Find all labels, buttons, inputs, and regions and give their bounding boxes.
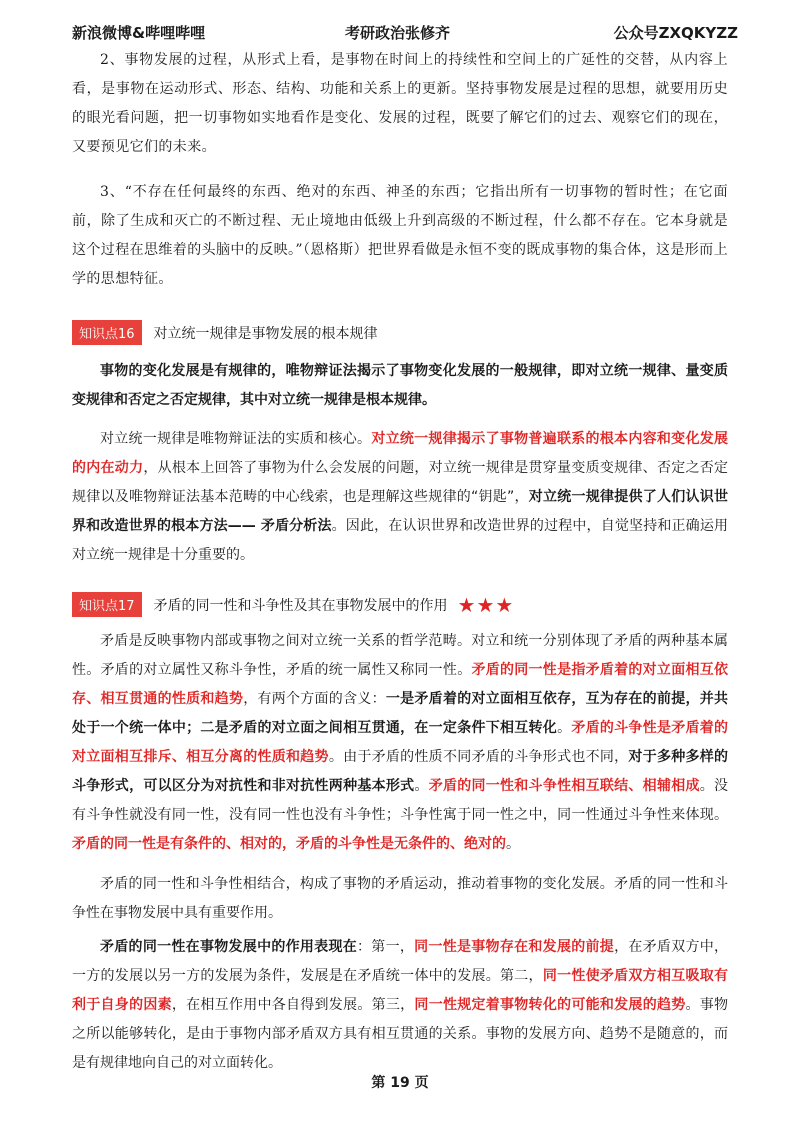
kp16-p2-text-a: 对立统一规律是唯物辩证法的实质和核心。 — [100, 431, 372, 447]
kp17-p1-text-d: 。由于矛盾的性质不同矛盾的斗争形式也不同， — [328, 749, 629, 765]
kp17-p1-text-e: 。 — [414, 778, 429, 794]
page-number: 第 19 页 — [371, 1075, 429, 1091]
header-left: 新浪微博&哔哩哔哩 — [72, 24, 206, 42]
kp17-p1-highlight-4: 矛盾的同一性是有条件的、相对的，矛盾的斗争性是无条件的、绝对的 — [72, 836, 506, 852]
kp16-paragraph-2 — [72, 425, 728, 570]
kp17-p1-highlight-2: 矛盾的斗争性是矛盾着的对立面相互排斥、相互分离的性质和趋势 — [72, 720, 729, 765]
kp17-tag: 知识点17 — [72, 592, 142, 617]
knowledge-point-17-heading — [72, 592, 514, 617]
kp17-paragraph-2: 矛盾的同一性和斗争性相结合，构成了事物的矛盾运动，推动着事物的变化发展。矛盾的同一性和斗争性在事物发展中具有重要作用。 — [72, 876, 728, 921]
header-center: 考研政治张修齐 — [345, 24, 451, 42]
kp16-p2-text-c: 。因此，在认识世界和改造世界的过程中，自觉坚持和正确运用对立统一规律是十分重要的。 — [72, 518, 729, 563]
kp17-p3-text-c: ，在相互作用中各自得到发展。第三， — [171, 997, 415, 1013]
intro-paragraph-2: 2、事物发展的过程，从形式上看，是事物在时间上的持续性和空间上的广延性的交替，从内容上看，是事物在运动形式、形态、结构、功能和关系上的更新。坚持事物发展是过程的思想，就要用历史的眼光看问题，把一切事物如实地看作是变化、发展的过程，既要了解它们的过去、观察它们的现在，又要预见它们的未来。 — [72, 52, 728, 155]
kp17-p3-bold: 矛盾的同一性在事物发展中的作用表现在 — [100, 939, 358, 955]
kp17-p1-highlight-1: 矛盾的同一性是指矛盾着的对立面相互依存、相互贯通的性质和趋势 — [72, 662, 729, 707]
kp17-paragraph-1 — [72, 627, 728, 859]
kp16-p2-highlight: 对立统一规律揭示了事物普遍联系的根本内容和变化发展的内在动力 — [72, 431, 729, 476]
kp17-p1-text-f: 。没有斗争性就没有同一性，没有同一性也没有斗争性；斗争性寓于同一性之中，同一性通过斗争性来体现。 — [72, 778, 729, 823]
kp17-paragraph-3 — [72, 933, 728, 1078]
kp17-p1-text-b: ，有两个方面的含义： — [243, 691, 386, 707]
kp16-tag: 知识点16 — [72, 320, 142, 345]
kp17-p3-text-a: ：第一， — [357, 939, 415, 955]
kp16-p2-text-b: ，从根本上回答了事物为什么会发展的问题，对立统一规律是贯穿量变质变规律、否定之否定规律以及唯物辩证法基本范畴的中心线索，也是理解这些规律的“钥匙”， — [72, 460, 729, 505]
kp17-p1-text-g: 。 — [506, 836, 520, 852]
kp17-p1-text-c: 。 — [557, 720, 572, 736]
importance-stars: ★★★ — [457, 592, 515, 617]
kp16-title: 对立统一规律是事物发展的根本规律 — [153, 325, 378, 342]
intro-paragraph-3: 3、“不存在任何最终的东西、绝对的东西、神圣的东西；它指出所有一切事物的暂时性；在它面前，除了生成和灭亡的不断过程、无止境地由低级上升到高级的不断过程，什么都不存在。它本身就是这个过程在思维着的头脑中的反映。”（恩格斯）把世界看做是永恒不变的既成事物的集合体，这是形而上学的思想特征。 — [72, 184, 728, 287]
kp17-p3-highlight-2: 同一性使矛盾双方相互吸取有利于自身的因素 — [72, 968, 729, 1013]
kp16-paragraph-1: 事物的变化发展是有规律的，唯物辩证法揭示了事物变化发展的一般规律，即对立统一规律、量变质变规律和否定之否定规律，其中对立统一规律是根本规律。 — [72, 363, 728, 408]
kp17-p1-bold-1: 一是矛盾着的对立面相互依存，互为存在的前提，并共处于一个统一体中；二是矛盾的对立面之间相互贯通，在一定条件下相互转化 — [72, 691, 729, 736]
kp17-title: 矛盾的同一性和斗争性及其在事物发展中的作用 — [153, 597, 448, 614]
kp17-p3-text-d: 。事物之所以能够转化，是由于事物内部矛盾双方具有相互贯通的关系。事物的发展方向、趋势不是随意的，而是有规律地向自己的对立面转化。 — [72, 997, 729, 1071]
kp17-p3-highlight-1: 同一性是事物存在和发展的前提 — [414, 939, 615, 955]
header-right: 公众号ZXQKYZZ — [613, 24, 738, 42]
kp17-p1-text-a: 矛盾是反映事物内部或事物之间对立统一关系的哲学范畴。对立和统一分别体现了矛盾的两种基本属性。矛盾的对立属性又称斗争性，矛盾的统一属性又称同一性。 — [72, 633, 728, 678]
kp17-p3-text-b: ，在矛盾双方中，一方的发展以另一方的发展为条件，发展是在矛盾统一体中的发展。第二， — [72, 939, 729, 984]
kp17-p3-highlight-3: 同一性规定着事物转化的可能和发展的趋势 — [414, 997, 686, 1013]
kp16-p2-bold: 对立统一规律提供了人们认识世界和改造世界的根本方法—— 矛盾分析法 — [72, 489, 728, 534]
kp17-p1-highlight-3: 矛盾的同一性和斗争性相互联结、相辅相成 — [428, 778, 700, 794]
knowledge-point-16-heading — [72, 320, 378, 345]
kp17-p1-bold-2: 对于多种多样的斗争形式，可以区分为对抗性和非对抗性两种基本形式 — [72, 749, 729, 794]
